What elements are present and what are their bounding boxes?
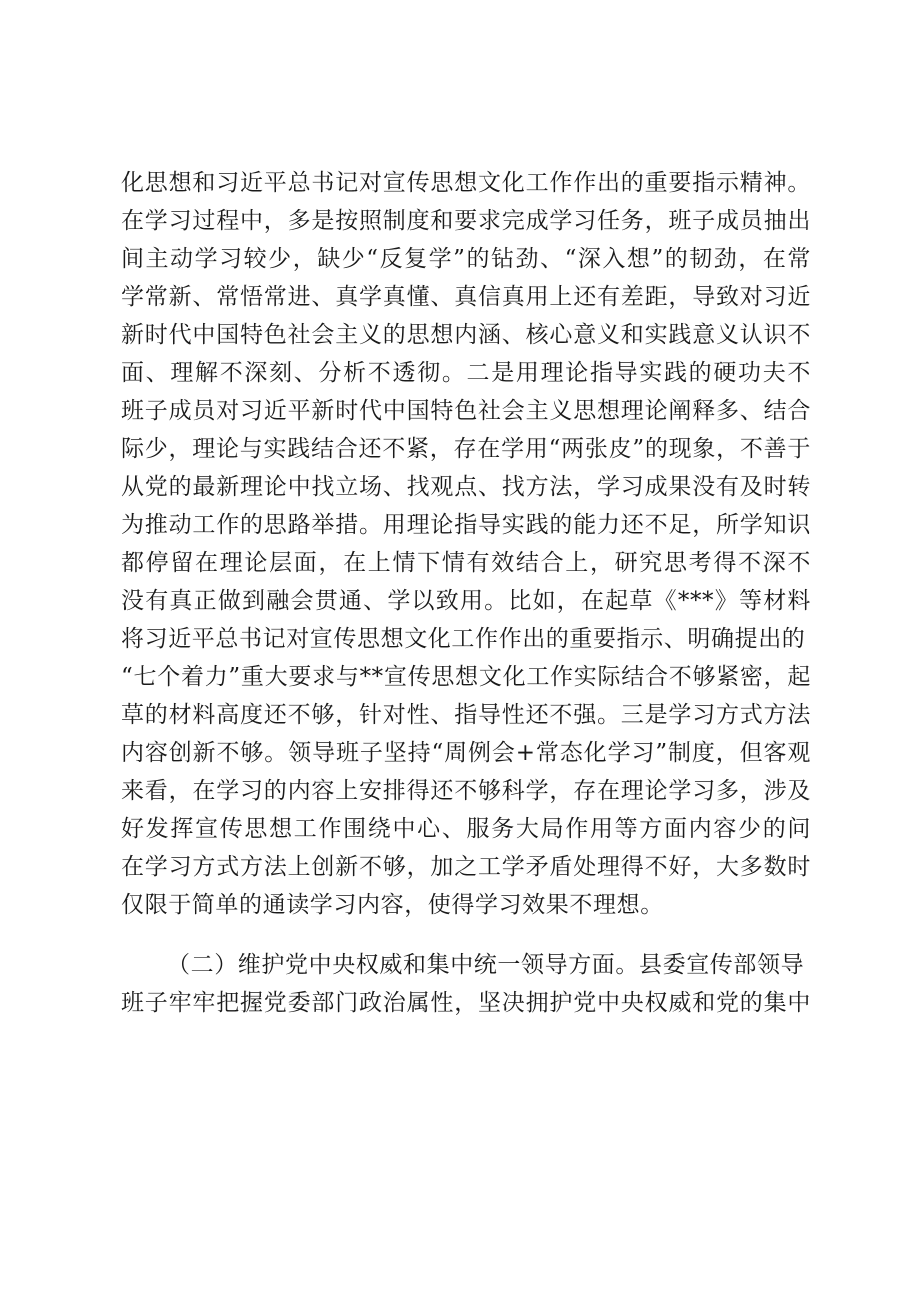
- text-line: 班子牢牢把握党委部门政治属性，坚决拥护党中央权威和党的集中: [121, 990, 811, 1016]
- document-body: [121, 164, 811, 1022]
- text-line: 从党的最新理论中找立场、找观点、找方法，学习成果没有及时转: [121, 474, 811, 500]
- text-line: 都停留在理论层面，在上情下情有效结合上，研究思考得不深不: [121, 550, 811, 576]
- text-line: 在学习方式方法上创新不够，加之工学矛盾处理得不好，大多数时: [121, 854, 811, 880]
- text-line: 间主动学习较少，缺少“反复学”的钻劲、“深入想”的韧劲，在常: [121, 246, 811, 272]
- text-line: 新时代中国特色社会主义的思想内涵、核心意义和实践意义认识不: [121, 322, 811, 348]
- text-line: 化思想和习近平总书记对宣传思想文化工作作出的重要指示精神。: [121, 170, 811, 196]
- text-line: 面、理解不深刻、分析不透彻。二是用理论指导实践的硬功夫不: [121, 360, 811, 386]
- text-line: 仅限于简单的通读学习内容，使得学习效果不理想。: [121, 892, 664, 918]
- text-line: 来看，在学习的内容上安排得还不够科学，存在理论学习多，涉及: [121, 778, 811, 804]
- text-line: 好发挥宣传思想工作围绕中心、服务大局作用等方面内容少的问: [121, 816, 811, 842]
- text-line: 学常新、常悟常进、真学真懂、真信真用上还有差距，导致对习近: [121, 284, 811, 310]
- paragraph-study-issues: [121, 164, 811, 924]
- text-line: “七个着力”重大要求与**宣传思想文化工作实际结合不够紧密，起: [121, 664, 811, 690]
- paragraph-section-two: [121, 946, 811, 1022]
- text-line: 际少，理论与实践结合还不紧，存在学用“两张皮”的现象，不善于: [121, 436, 811, 462]
- text-line: 草的材料高度还不够，针对性、指导性还不强。三是学习方式方法: [121, 702, 811, 728]
- text-line: 没有真正做到融会贯通、学以致用。比如，在起草《***》等材料: [121, 588, 811, 614]
- text-line: 将习近平总书记对宣传思想文化工作作出的重要指示、明确提出的: [121, 626, 806, 652]
- paragraph-gap: [121, 924, 811, 946]
- text-line: 内容创新不够。领导班子坚持“周例会+常态化学习”制度，但客观: [121, 740, 811, 766]
- text-line: 班子成员对习近平新时代中国特色社会主义思想理论阐释多、结合: [121, 398, 811, 424]
- section-heading-line: （二）维护党中央权威和集中统一领导方面。县委宣传部领导: [167, 952, 805, 978]
- text-line: 为推动工作的思路举措。用理论指导实践的能力还不足，所学知识: [121, 512, 811, 538]
- text-line: 在学习过程中，多是按照制度和要求完成学习任务，班子成员抽出: [121, 208, 811, 234]
